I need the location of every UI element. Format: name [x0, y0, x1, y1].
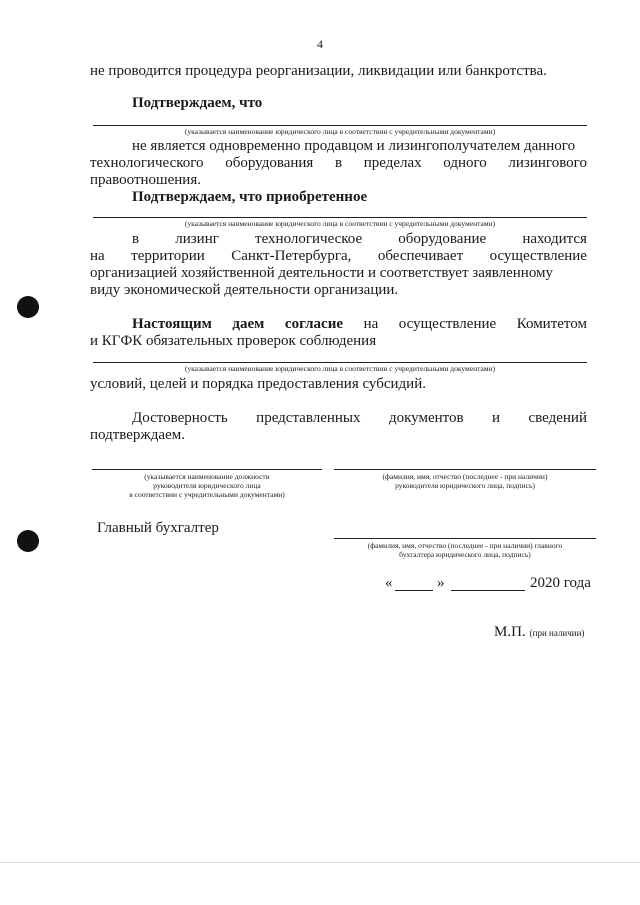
para2-line2	[90, 248, 587, 265]
para4-line1	[132, 410, 587, 427]
para1-line3: правоотношения.	[90, 172, 201, 188]
punch-hole-bottom	[17, 530, 39, 552]
word: лизингового	[508, 155, 587, 171]
entity-name-caption-2: (указывается наименование юридического лица в соответствии с учредительными документами)	[184, 219, 496, 228]
entity-name-line-1[interactable]	[93, 125, 587, 126]
caption-line: (фамилия, имя, отчество (последнее - при наличии) главного	[367, 541, 563, 550]
stamp-label: М.П.	[494, 624, 526, 640]
para1-line2	[90, 155, 587, 172]
word: в	[132, 231, 140, 247]
word: сведений	[528, 410, 587, 426]
word: в	[334, 155, 343, 171]
stamp-note: (при наличии)	[529, 628, 585, 638]
para3-line2: и КГФК обязательных проверок соблюдения	[90, 333, 377, 349]
word: Настоящим	[132, 316, 212, 332]
para4-line2: подтверждаем.	[90, 427, 185, 443]
scan-edge-line	[0, 862, 640, 863]
conditions-line: условий, целей и порядка предоставления субсидий.	[90, 376, 426, 392]
word: лизинг	[175, 231, 219, 247]
punch-hole-top	[17, 296, 39, 318]
caption-line: бухгалтера юридического лица, подпись)	[399, 550, 531, 559]
accountant-signature-line[interactable]	[334, 538, 596, 539]
word: даем	[232, 316, 265, 332]
position-caption	[92, 472, 322, 499]
stamp-place	[494, 623, 584, 641]
para1-line1: не является одновременно продавцом и лизингополучателем данного	[132, 138, 576, 154]
entity-name-caption-3: (указывается наименование юридического лица в соответствии с учредительными документами)	[184, 364, 496, 373]
word: и	[492, 410, 501, 426]
word: обеспечивает	[377, 248, 464, 264]
word: одного	[443, 155, 487, 171]
word: осуществление	[489, 248, 587, 264]
word: Комитетом	[516, 316, 587, 332]
word: на	[90, 248, 105, 264]
word: согласие	[284, 316, 344, 332]
reorganization-line: не проводится процедура реорганизации, ликвидации или банкротства.	[90, 63, 547, 79]
date-day-field[interactable]	[395, 590, 433, 591]
caption-line: в соответствии с учредительными документами)	[129, 490, 285, 499]
word: технологическое	[255, 231, 363, 247]
accountant-caption	[334, 541, 596, 559]
position-signature-line[interactable]	[92, 469, 322, 470]
word: оборудования	[225, 155, 314, 171]
caption-line: руководителя юридического лица	[153, 481, 261, 490]
head-signature-line[interactable]	[334, 469, 596, 470]
word: Санкт-Петербурга,	[231, 248, 352, 264]
caption-line: (фамилия, имя, отчество (последнее - при наличии)	[382, 472, 548, 481]
word: на	[363, 316, 379, 332]
para2-line1	[132, 231, 587, 248]
page-number: 4	[317, 37, 323, 51]
word: документов	[388, 410, 464, 426]
word: находится	[522, 231, 587, 247]
entity-name-line-3[interactable]	[93, 362, 587, 363]
caption-line: руководителя юридического лица, подпись)	[395, 481, 535, 490]
word: пределах	[363, 155, 422, 171]
date-close-quote: »	[437, 575, 445, 591]
para2-line4: виду экономической деятельности организации.	[90, 282, 399, 298]
head-caption	[334, 472, 596, 490]
word: Достоверность	[132, 410, 228, 426]
chief-accountant-label: Главный бухгалтер	[97, 520, 219, 536]
word: осуществление	[398, 316, 497, 332]
entity-name-caption-1: (указывается наименование юридического лица в соответствии с учредительными документами)	[184, 127, 496, 136]
word: территории	[131, 248, 205, 264]
confirm-heading-2: Подтверждаем, что приобретенное	[132, 189, 368, 205]
word: оборудование	[398, 231, 487, 247]
date-year: 2020 года	[530, 575, 591, 591]
para2-line3: организацией хозяйственной деятельности и соответствует заявленному	[90, 265, 554, 281]
word: технологического	[90, 155, 204, 171]
caption-line: (указывается наименование должности	[144, 472, 270, 481]
date-month-field[interactable]	[451, 590, 525, 591]
date-open-quote: «	[385, 575, 393, 591]
entity-name-line-2[interactable]	[93, 217, 587, 218]
confirm-heading-1: Подтверждаем, что	[132, 95, 263, 111]
para3-line1	[132, 316, 587, 333]
word: представленных	[256, 410, 361, 426]
